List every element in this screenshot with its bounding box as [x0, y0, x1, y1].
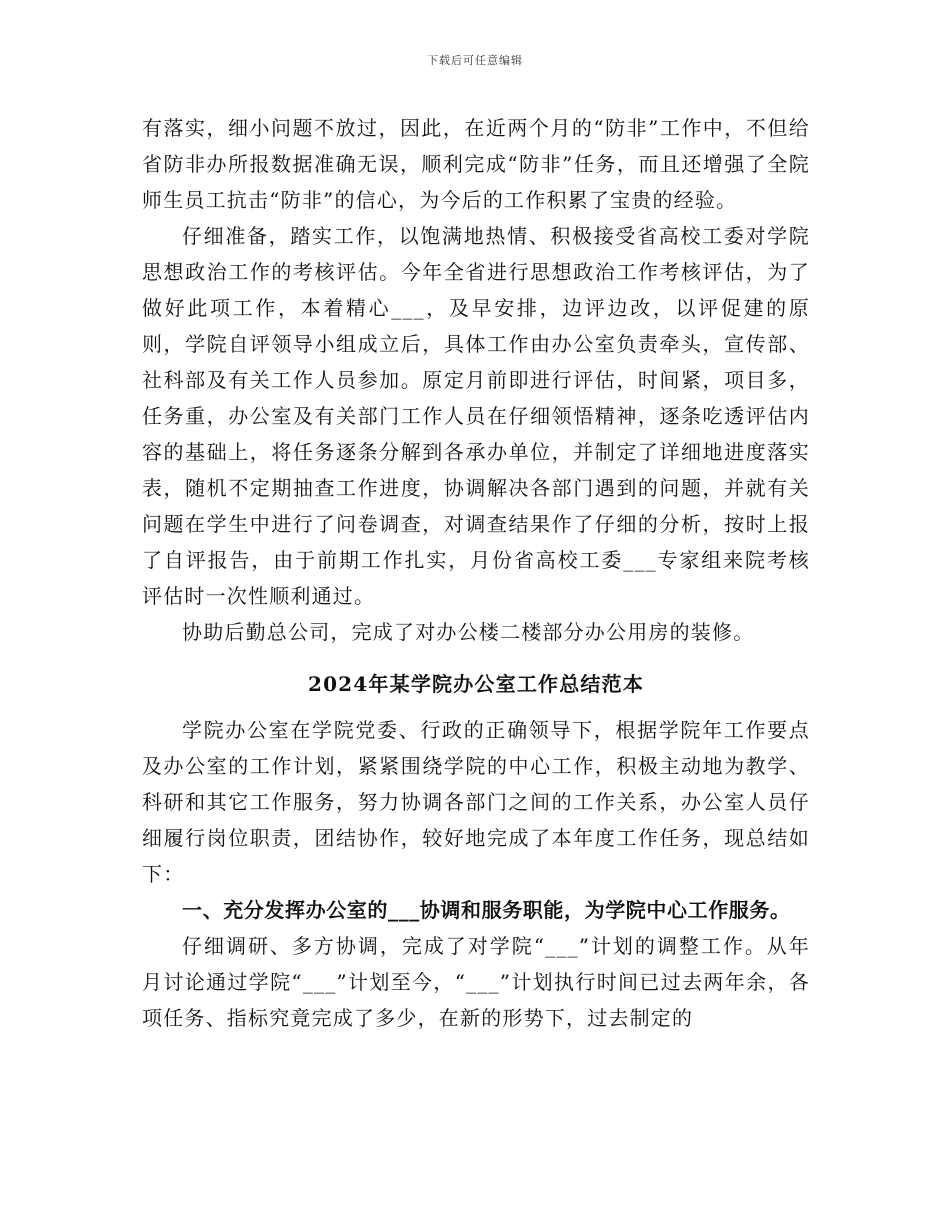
paragraph-continuation: 有落实，细小问题不放过，因此，在近两个月的“防非”工作中，不但给省防非办所报数据准确无误，顺利完成“防非”任务，而且还增强了全院师生员工抗击“防非”的信心，为今后的工作积累了宝贵的经验。 [142, 116, 810, 212]
paragraph-renovation: 协助后勤总公司，完成了对办公楼二楼部分办公用房的装修。 [182, 620, 755, 644]
paragraph-plan-adjustment: 仔细调研、多方协调，完成了对学院“___”计划的调整工作。从年月讨论通过学院“___”计划至今，“___”计划执行时间已过去两年余，各项任务、指标究竟完成了多少，在新的形势下，过去制定的 [142, 934, 810, 1030]
paragraph-intro: 学院办公室在学院党委、行政的正确领导下，根据学院年工作要点及办公室的工作计划，紧紧围绕学院的中心工作，积极主动地为教学、科研和其它工作服务，努力协调各部门之间的工作关系，办公室人员仔细履行岗位职责，团结协作，较好地完成了本年度工作任务，现总结如下： [142, 718, 810, 886]
heading-section-one: 一、充分发挥办公室的___协调和服务职能，为学院中心工作服务。 [182, 898, 791, 922]
paragraph-evaluation: 仔细准备，踏实工作，以饱满地热情、积极接受省高校工委对学院思想政治工作的考核评估。今年全省进行思想政治工作考核评估，为了做好此项工作，本着精心___，及早安排，边评边改，以评促建的原则，学院自评领导小组成立后，具体工作由办公室负责牵头，宣传部、社科部及有关工作人员参加。原定月前即进行评估，时间紧，项目多，任务重，办公室及有关部门工作人员在仔细领悟精神，逐条吃透评估内容的基础上，将任务逐条分解到各承办单位，并制定了详细地进度落实表，随机不定期抽查工作进度，协调解决各部门遇到的问题，并就有关问题在学生中进行了问卷调查，对调查结果作了仔细的分析，按时上报了自评报告，由于前期工作扎实，月份省高校工委___专家组来院考核评估时一次性顺利通过。 [142, 224, 810, 608]
section-title: 2024年某学院办公室工作总结范本 [307, 672, 645, 696]
document-body [142, 110, 810, 1036]
page-header-note: 下载后可任意编辑 [427, 54, 523, 67]
